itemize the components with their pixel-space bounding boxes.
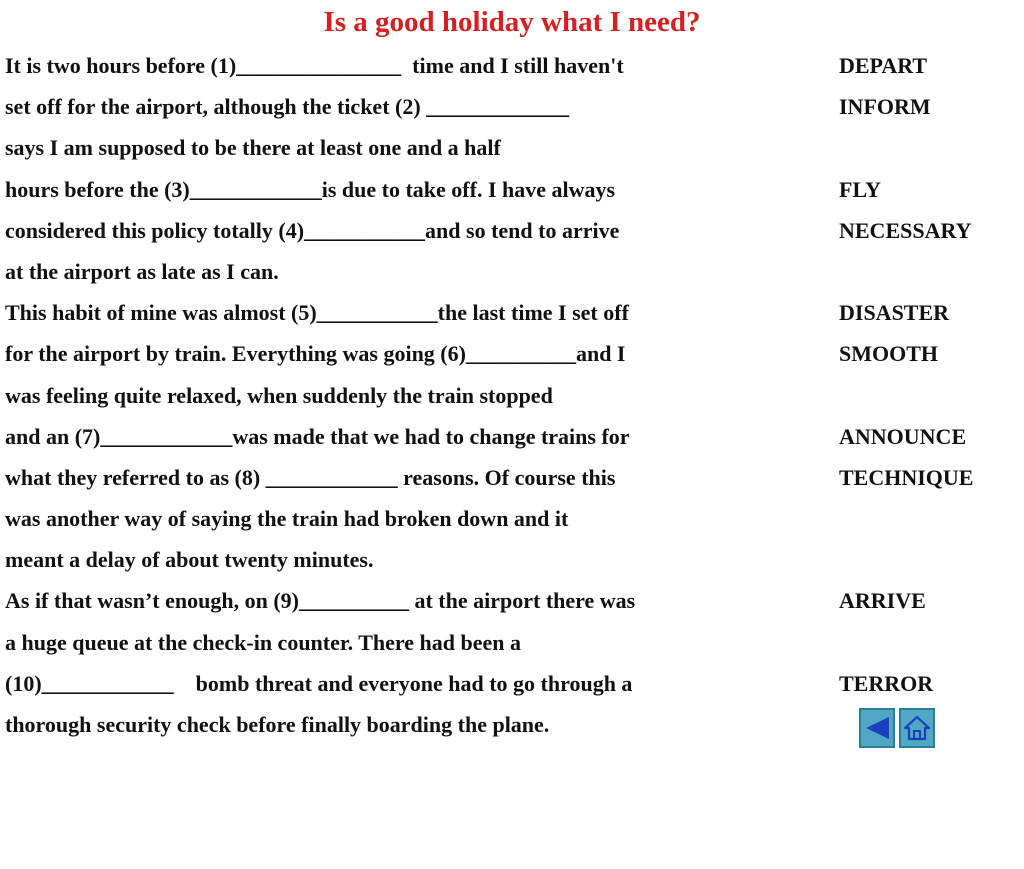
line-keyword: DEPART xyxy=(839,53,928,78)
line-text: was another way of saying the train had broken down and it xyxy=(5,506,569,532)
text-line xyxy=(0,498,1024,539)
line-keyword: TERROR xyxy=(839,670,934,696)
line-text: (10)____________ bomb threat and everyone had to go through a xyxy=(5,670,633,696)
home-button[interactable] xyxy=(899,708,935,748)
text-line xyxy=(0,663,1024,704)
line-text: was feeling quite relaxed, when suddenly the train stopped xyxy=(5,382,553,408)
line-text: says I am supposed to be there at least one and a half xyxy=(5,135,501,161)
text-line xyxy=(0,251,1024,292)
line-text: at the airport as late as I can. xyxy=(5,258,279,284)
text-line xyxy=(0,375,1024,416)
line-text: As if that wasn’t enough, on (9)__________ at the airport there was xyxy=(5,588,636,614)
line-text: set off for the airport, although the ticket (2) _____________ xyxy=(5,94,570,120)
line-keyword: ARRIVE xyxy=(839,588,926,614)
back-arrow-icon xyxy=(862,713,892,743)
line-keyword: NECESSARY xyxy=(839,217,972,243)
line-keyword: SMOOTH xyxy=(839,341,939,367)
line-text: and an (7)____________was made that we had to change trains for xyxy=(5,423,630,449)
home-icon xyxy=(902,713,932,743)
text-line xyxy=(0,292,1024,333)
line-text: It is two hours before (1)_______________ time and I still haven't xyxy=(5,53,624,78)
line-keyword: FLY xyxy=(839,176,881,202)
text-line xyxy=(0,169,1024,210)
line-text: This habit of mine was almost (5)___________the last time I set off xyxy=(5,300,629,326)
line-text: what they referred to as (8) ____________ reasons. Of course this xyxy=(5,464,616,490)
line-keyword: ANNOUNCE xyxy=(839,423,967,449)
line-text: a huge queue at the check-in counter. There had been a xyxy=(5,629,522,655)
text-line xyxy=(0,580,1024,621)
exercise-text xyxy=(0,45,1024,745)
line-text: meant a delay of about twenty minutes. xyxy=(5,547,374,573)
line-text: considered this policy totally (4)___________and so tend to arrive xyxy=(5,217,620,243)
text-line xyxy=(0,416,1024,457)
text-line xyxy=(0,539,1024,580)
line-text: hours before the (3)____________is due to take off. I have always xyxy=(5,176,616,202)
line-text: thorough security check before finally boarding the plane. xyxy=(5,712,550,737)
text-line xyxy=(0,210,1024,251)
text-line xyxy=(0,457,1024,498)
line-keyword: TECHNIQUE xyxy=(839,464,974,490)
text-line xyxy=(0,127,1024,168)
line-keyword: INFORM xyxy=(839,94,931,120)
line-keyword: DISASTER xyxy=(839,300,950,326)
page-title: Is a good holiday what I need? xyxy=(323,6,701,38)
text-line xyxy=(0,86,1024,127)
line-text: for the airport by train. Everything was going (6)__________and I xyxy=(5,341,626,367)
text-line xyxy=(0,333,1024,374)
text-line xyxy=(0,45,1024,86)
text-line xyxy=(0,622,1024,663)
back-button[interactable] xyxy=(859,708,895,748)
